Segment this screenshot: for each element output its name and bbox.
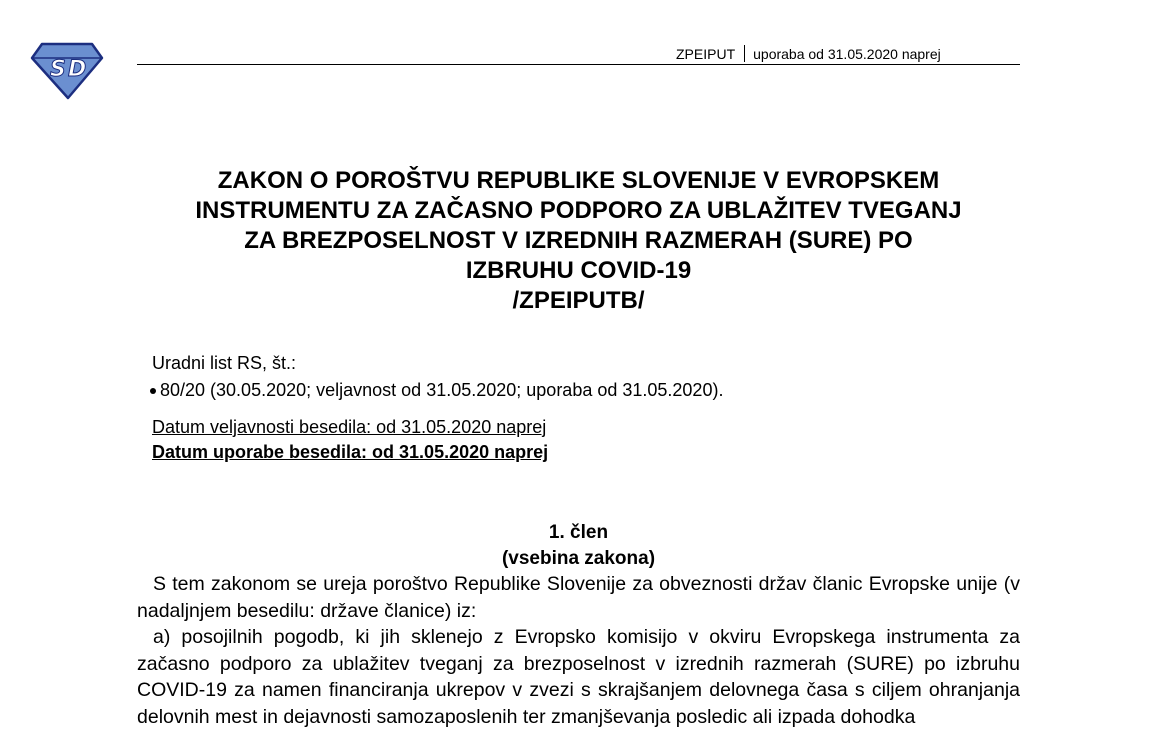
title-abbreviation: /ZPEIPUTB/: [512, 287, 645, 314]
title-line: ZAKON O POROŠTVU REPUBLIKE SLOVENIJE V EVROPSKEM: [217, 167, 940, 194]
header-rule: [137, 64, 1020, 65]
article-number: 1. člen: [548, 522, 609, 543]
article-body: [137, 571, 1020, 730]
article-point-a: a) posojilnih pogodb, ki jih sklenejo z Evropsko komisijo v okviru Evropskega instrumenta za začasno podporo za ublažitev tveganj za brezposelnost v izrednih razmerah (SURE) po izbruhu COVID-19 za namen financiranja ukrepov v zvezi s skrajšanjem delovnega časa s ciljem ohranjanja delovnih mest in dejavnosti samozaposlenih ter zmanjševanja posledic ali izpada dohodka: [137, 626, 1020, 728]
gazette-label: Uradni list RS, št.:: [152, 353, 297, 373]
bullet-icon: [150, 388, 156, 394]
header-applicability: uporaba od 31.05.2020 naprej: [753, 46, 941, 62]
law-title: [137, 166, 1020, 316]
title-line: INSTRUMENTU ZA ZAČASNO PODPORO ZA UBLAŽITEV TVEGANJ: [195, 197, 962, 224]
gazette-references: [152, 350, 723, 404]
article-paragraph: S tem zakonom se ureja poroštvo Republike Slovenije za obveznosti držav članic Evropske unije (v nadaljnjem besedilu: države članice) iz:: [137, 573, 1020, 622]
title-line: ZA BREZPOSELNOST V IZREDNIH RAZMERAH (SURE) PO: [244, 227, 913, 254]
law-abbreviation: ZPEIPUT: [676, 46, 736, 62]
svg-text:D: D: [68, 57, 87, 82]
gazette-entry-text: 80/20 (30.05.2020; veljavnost od 31.05.2020; uporaba od 31.05.2020).: [160, 380, 724, 400]
article-heading: (vsebina zakona): [501, 548, 656, 569]
header-separator: [744, 45, 745, 62]
application-date: Datum uporabe besedila: od 31.05.2020 naprej: [152, 442, 549, 462]
article-header: [137, 520, 1020, 572]
page-header: [676, 45, 941, 62]
validity-date: Datum veljavnosti besedila: od 31.05.2020 naprej: [152, 417, 547, 437]
title-line: IZBRUHU COVID-19: [465, 257, 692, 284]
gazette-entry: [150, 377, 723, 404]
text-dates: [152, 415, 548, 465]
svg-text:S: S: [50, 57, 66, 82]
publisher-logo-icon: [30, 40, 104, 100]
